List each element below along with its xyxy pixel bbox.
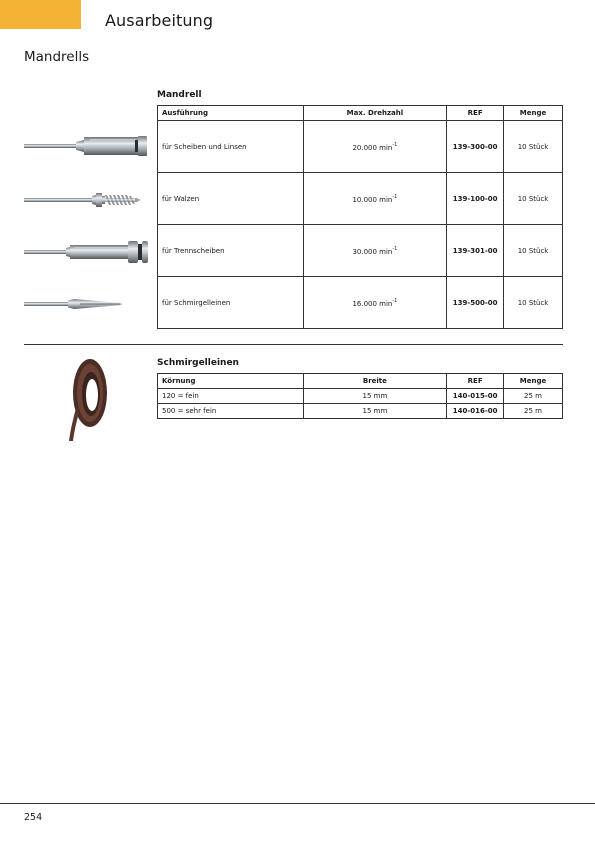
- cell-ausfuehrung: für Schmirgelleinen: [158, 277, 304, 329]
- cell-menge: 25 m: [504, 389, 563, 404]
- column-header: Breite: [303, 374, 447, 389]
- column-header: Menge: [504, 106, 563, 121]
- table-header-row: [158, 106, 563, 121]
- cell-ref: 139-301-00: [447, 225, 504, 277]
- abrasive-roll-image: [60, 353, 110, 443]
- schmirgel-caption: Schmirgelleinen: [157, 358, 239, 368]
- schmirgel-table: [157, 373, 563, 419]
- column-header: Max. Drehzahl: [303, 106, 447, 121]
- mandrel-image-schmirgel: [24, 291, 150, 317]
- cell-ausfuehrung: für Scheiben und Linsen: [158, 121, 304, 173]
- table-row: [158, 225, 563, 277]
- unit-exponent: -1: [392, 245, 398, 252]
- cell-menge: 10 Stück: [504, 121, 563, 173]
- unit-exponent: -1: [392, 141, 398, 148]
- mandrel-image-walzen: [24, 187, 150, 213]
- cell-ref: 139-500-00: [447, 277, 504, 329]
- column-header: Menge: [504, 374, 563, 389]
- table-row: [158, 121, 563, 173]
- mandrel-image-trennscheiben: [24, 239, 150, 265]
- cell-menge: 10 Stück: [504, 173, 563, 225]
- cell-menge: 10 Stück: [504, 277, 563, 329]
- cell-ref: 139-300-00: [447, 121, 504, 173]
- column-header: Körnung: [158, 374, 304, 389]
- table-row: [158, 404, 563, 419]
- unit-exponent: -1: [392, 193, 398, 200]
- cell-ref: 140-016-00: [447, 404, 504, 419]
- cell-ref: 140-015-00: [447, 389, 504, 404]
- cell-koernung: 120 = fein: [158, 389, 304, 404]
- chapter-title: Ausarbeitung: [105, 11, 214, 30]
- cell-koernung: 500 = sehr fein: [158, 404, 304, 419]
- mandrell-caption: Mandrell: [157, 90, 202, 100]
- cell-drehzahl: 30.000 $\min^{-1}$: [303, 225, 447, 277]
- mandrel-image-scheiben: [24, 133, 150, 159]
- column-header: Ausführung: [158, 106, 304, 121]
- column-header: REF: [447, 106, 504, 121]
- cell-drehzahl: 10.000 $\min^{-1}$: [303, 173, 447, 225]
- table-header-row: [158, 374, 563, 389]
- cell-drehzahl: 16.000 $\min^{-1}$: [303, 277, 447, 329]
- footer-divider: [0, 803, 595, 804]
- table-row: [158, 277, 563, 329]
- section-divider: [24, 344, 563, 345]
- chapter-color-tab: [0, 0, 81, 29]
- cell-ref: 139-100-00: [447, 173, 504, 225]
- column-header: REF: [447, 374, 504, 389]
- cell-drehzahl: 20.000 $\min^{-1}$: [303, 121, 447, 173]
- cell-breite: 15 mm: [303, 404, 447, 419]
- section-title: Mandrells: [24, 49, 90, 65]
- cell-ausfuehrung: für Trennscheiben: [158, 225, 304, 277]
- table-row: [158, 389, 563, 404]
- mandrell-table: [157, 105, 563, 329]
- cell-menge: 25 m: [504, 404, 563, 419]
- page-number: 254: [24, 812, 43, 823]
- table-row: [158, 173, 563, 225]
- cell-breite: 15 mm: [303, 389, 447, 404]
- unit-exponent: -1: [392, 297, 398, 304]
- cell-menge: 10 Stück: [504, 225, 563, 277]
- cell-ausfuehrung: für Walzen: [158, 173, 304, 225]
